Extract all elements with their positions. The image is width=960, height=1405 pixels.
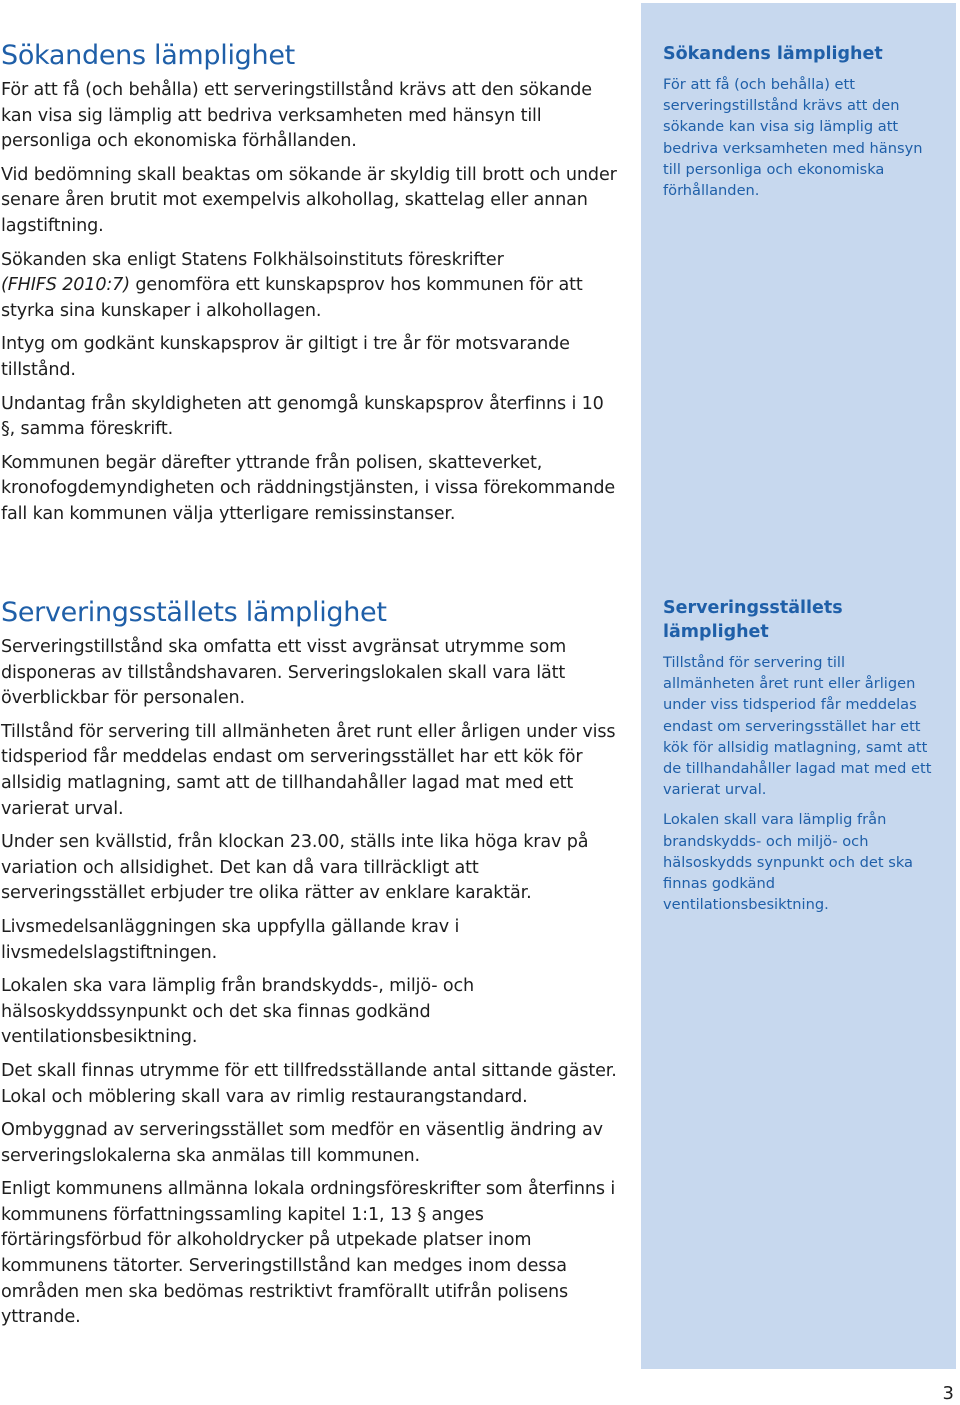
paragraph: Undantag från skyldigheten att genomgå kunskapsprov återfinns i 10 §, samma föreskrift. [1, 393, 604, 440]
sidebar-paragraph: Lokalen skall vara lämplig från brandskydds- och miljö- och hälsoskydds synpunkt och det ska finnas godkänd ventilationsbesiktning. [663, 811, 913, 914]
regulation-reference: (FHIFS 2010:7) [1, 275, 130, 296]
paragraph: Lokalen ska vara lämplig från brandskydds-, miljö- och hälsoskyddssynpunkt och det ska finnas godkänd ventilationsbesiktning. [1, 976, 475, 1048]
section-applicant-suitability [1, 40, 621, 536]
section-title: Sökandens lämplighet [1, 40, 295, 71]
paragraph [1, 248, 621, 325]
paragraph: För att få (och behålla) ett serveringstillstånd krävs att den sökande kan visa sig lämplig att bedriva verksamheten med hänsyn till personliga och ekonomiska förhållanden. [1, 80, 592, 152]
section-title: Serveringsställets lämplighet [1, 597, 387, 628]
sidebar-title: Sökandens lämplighet [663, 44, 883, 64]
paragraph: Vid bedömning skall beaktas om sökande är skyldig till brott och under senare åren brutit mot exempelvis alkohollag, skattelag eller annan lagstiftning. [1, 164, 617, 236]
sidebar-paragraph: För att få (och behålla) ett serveringstillstånd krävs att den sökande kan visa sig lämplig att bedriva verksamheten med hänsyn till personliga och ekonomiska förhållanden. [663, 76, 923, 200]
sidebar-title: Serveringsställets lämplighet [663, 598, 843, 642]
page-number: 3 [942, 1383, 954, 1404]
paragraph: Serveringstillstånd ska omfatta ett visst avgränsat utrymme som disponeras av tillståndshavaren. Serveringslokalen skall vara lätt överblickbar för personalen. [1, 637, 567, 709]
paragraph: Intyg om godkänt kunskapsprov är giltigt i tre år för motsvarande tillstånd. [1, 334, 570, 380]
paragraph-text: Sökanden ska enligt Statens Folkhälsoinstituts föreskrifter [1, 249, 504, 270]
paragraph: Kommunen begär därefter yttrande från polisen, skatteverket, kronofogdemyndigheten och räddningstjänsten, i vissa förekommande fall kan kommunen välja ytterligare remissinstanser. [1, 452, 616, 524]
paragraph: Tillstånd för servering till allmänheten året runt eller årligen under viss tidsperiod får meddelas endast om serveringsstället har ett kök för allsidig matlagning, samt att de tillhandahåller lagad mat med ett varierat urval. [1, 721, 616, 819]
sidebar-summary-premises [663, 596, 941, 924]
paragraph: Livsmedelsanläggningen ska uppfylla gällande krav i livsmedelslagstiftningen. [1, 916, 460, 963]
section-premises-suitability [1, 597, 621, 1339]
paragraph: Det skall finnas utrymme för ett tillfredsställande antal sittande gäster. Lokal och möblering skall vara av rimlig restaurangstandard. [1, 1060, 617, 1107]
sidebar-paragraph: Tillstånd för servering till allmänheten året runt eller årligen under viss tidsperiod får meddelas endast om serveringsstället har ett kök för allsidig matlagning, samt att de tillhandahåller lagad mat med ett varierat urval. [663, 654, 932, 799]
paragraph-text: genomföra ett kunskapsprov hos kommunen för att styrka sina kunskaper i alkohollagen. [1, 275, 583, 321]
paragraph: Ombyggnad av serveringsstället som medför en väsentlig ändring av serveringslokalerna ska anmälas till kommunen. [1, 1120, 603, 1166]
paragraph: Under sen kvällstid, från klockan 23.00, ställs inte lika höga krav på variation och allsidighet. Det kan då vara tillräckligt att serveringsstället erbjuder tre olika rätter av enklare karaktär. [1, 832, 589, 904]
sidebar-summary-applicant [663, 42, 941, 210]
paragraph: Enligt kommunens allmänna lokala ordningsföreskrifter som återfinns i kommunens författningssamling kapitel 1:1, 13 § anges förtäringsförbud för alkoholdrycker på utpekade platser inom kommunens tätorter. Serveringstillstånd kan medges inom dessa områden men ska bedömas restriktivt framförallt utifrån polisens yttrande. [1, 1179, 616, 1328]
